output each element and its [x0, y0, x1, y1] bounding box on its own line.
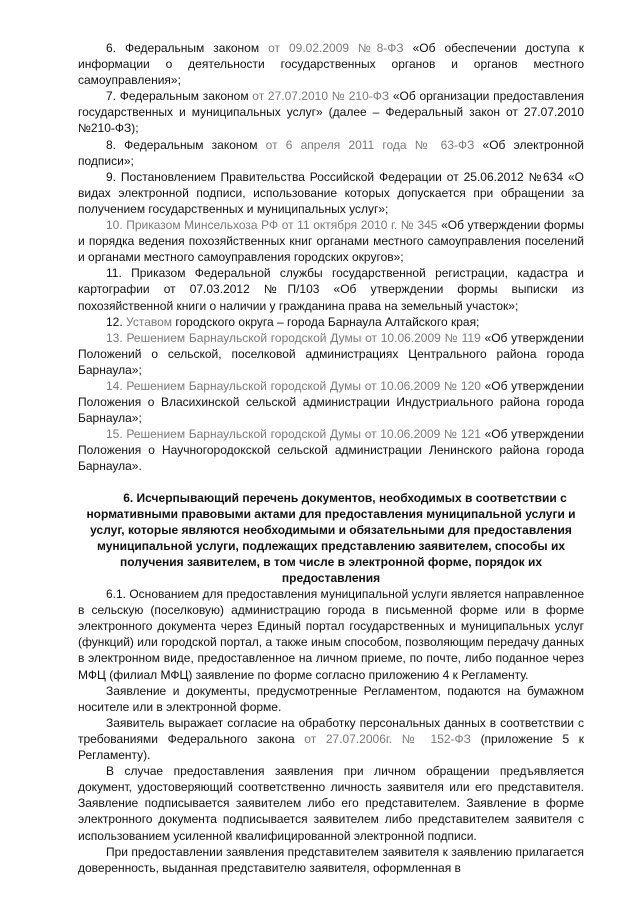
list-item-12 [78, 314, 584, 330]
list-item-text: 12. [106, 314, 127, 329]
body-text: Заявитель выражает согласие на обработку персональных данных в соответствии с требованиями Федерального закона [78, 715, 584, 746]
law-reference-link: от 6 апреля 2011 года № 63-ФЗ [265, 137, 475, 152]
list-item-text: «Об обеспечении доступа к информации о деятельности государственных органов и органов местного самоуправления»; [78, 41, 585, 88]
body-text: (приложение 5 к Регламенту). [78, 731, 584, 763]
law-reference-link: от 27.07.2010 № 210-ФЗ [252, 89, 390, 104]
list-item-text: «Об утверждении Положения о Власихинской сельской администрации Индустриального района города Барнаула»; [78, 378, 584, 426]
law-reference-link: от 09.02.2009 №8-ФЗ [268, 41, 404, 55]
body-text: При предоставлении заявления представителем заявителя к заявлению прилагается доверенность, выданная представителю заявителя, оформленная в [78, 844, 584, 875]
list-item-8 [78, 137, 584, 169]
body-text: Заявление и документы, предусмотренные Регламентом, подаются на бумажном носителе или в электронной форме. [78, 683, 584, 714]
list-item-text: «Об утверждении Положения о Научногородокской сельской администрации Ленинского района города Барнаула». [78, 427, 584, 474]
list-item-text: «Об утверждении Положений о сельской, поселковой администрациях Центрального района города Барнаула»; [78, 330, 585, 377]
list-item-text: 9. Постановлением Правительства Российской Федерации от 25.06.2012 №634 «О видах электронной подписи, использование которых допускается при обращении за получением государственных и муниципальных услуг»; [78, 169, 584, 216]
body-text: 6.1. Основанием для предоставления муниципальной услуги является направленное в сельскую (поселковую) администрацию города в письменной форме или в форме электронного документа через Единый портал государственных и муниципальных услуг (функций) или городской портал, а также иным способом, позволяющим передачу данных в электронном виде, предоставленное на личном приеме, по почте, либо поданное через МФЦ (филиал МФЦ) заявление по форме согласно приложению 4 к Регламенту. [78, 587, 584, 682]
law-reference-link: от 27.07.2006г. № 152-ФЗ [304, 731, 471, 746]
list-item-text: городского округа – города Барнаула Алтайского края; [172, 314, 480, 329]
section-heading: 6. Исчерпывающий перечень документов, необходимых в соответствии с нормативными правовыми актами для предоставления муниципальной услуги и услуг, которые являются необходимыми и обязательными для предоставления муниципальной услуги, подлежащих представлению заявителем, способы их получения заявителем, в том числе в электронной форме, порядок их предоставления [86, 490, 576, 585]
list-item-text: 7. Федеральным законом [106, 89, 253, 104]
list-item-text: «Об электронной подписи»; [78, 137, 585, 168]
list-item-15 [78, 426, 584, 474]
list-item-text: 11. Приказом Федеральной службы государственной регистрации, кадастра и картографии от 07.03.2012 №П/103 «Об утверждении формы выписки из похозяйственной книги о наличии у гражданина права на земельный участок»; [78, 266, 584, 313]
list-item-9 [78, 169, 584, 217]
body-paragraph-4 [78, 763, 584, 843]
law-reference-link: Уставом [126, 314, 173, 329]
list-item-11 [78, 265, 584, 313]
list-item-text: «Об организации предоставления государственных и муниципальных услуг» (далее – Федеральный закон от 27.07.2010 №210-ФЗ); [78, 89, 584, 136]
body-paragraph-5 [78, 844, 584, 876]
list-item-text: 8. Федеральным законом [106, 137, 266, 152]
list-item-6 [78, 40, 584, 88]
list-item-text: 6. Федеральным законом [106, 41, 269, 55]
law-reference-link: 13. Решением Барнаульской городской Думы от 10.06.2009 № 119 [106, 330, 481, 345]
list-item-13 [78, 330, 584, 378]
list-item-text: «Об утверждении формы и порядка ведения похозяйственных книг органами местного самоуправления поселений и органами местного самоуправления городских округов»; [78, 218, 584, 265]
law-reference-link: 10. Приказом Минсельхоза РФ от 11 октября 2010 г. № 345 [106, 218, 438, 233]
list-item-14 [78, 378, 584, 426]
law-reference-link: 14. Решением Барнаульской городской Думы от 10.06.2009 № 120 [106, 378, 481, 393]
body-text: В случае предоставления заявления при личном обращении предъявляется документ, удостоверяющий соответственно личность заявителя или его представителя. Заявление подписывается заявителем либо его представителем. Заявление в форме электронного документа подписывается заявителем либо представителем заявителя с использованием усиленной квалифицированной электронной подписи. [78, 764, 584, 843]
body-paragraph-3 [78, 715, 584, 763]
list-item-10 [78, 217, 584, 265]
list-item-7 [78, 88, 584, 136]
law-reference-link: 15. Решением Барнаульской городской Думы от 10.06.2009 № 121 [106, 427, 481, 442]
document-page [78, 40, 584, 876]
body-paragraph-2 [78, 683, 584, 715]
body-paragraph-1 [78, 586, 584, 683]
